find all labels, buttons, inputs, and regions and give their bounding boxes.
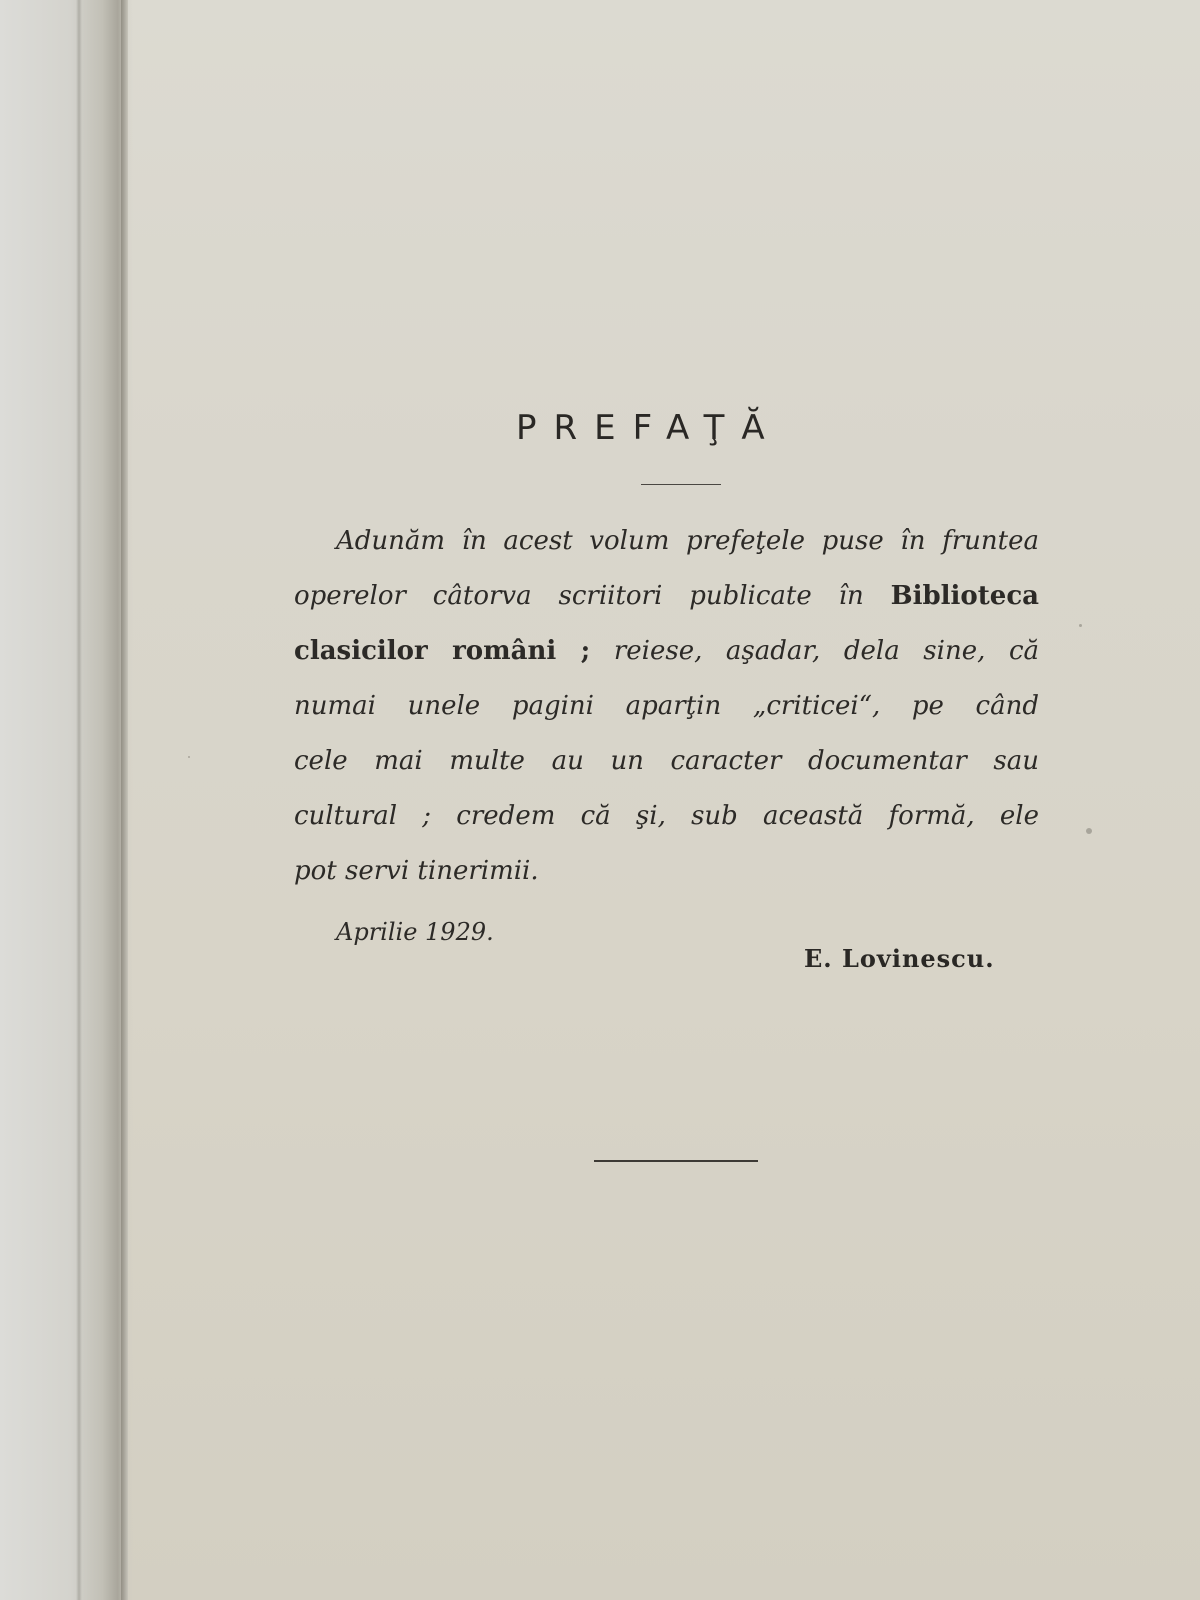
paragraph-line-italic: operelor câtorva scriitori publicate în xyxy=(294,581,891,611)
author-signature: E. Lovinescu. xyxy=(804,944,995,973)
preface-date: Aprilie 1929. xyxy=(336,918,494,946)
paragraph-line: cultural ; credem că şi, sub această formă, ele xyxy=(294,801,1039,831)
paper-speck xyxy=(188,756,190,758)
paper-speck xyxy=(1086,828,1092,834)
paragraph-line-bold: Biblioteca xyxy=(890,581,1039,611)
paragraph-line: Adunăm în acest volum prefeţele puse în fruntea xyxy=(336,526,1039,556)
preface-paragraph xyxy=(294,514,1039,899)
paragraph-line: numai unele pagini aparţin „criticei“, pe când xyxy=(294,691,1039,721)
page-binding-edge xyxy=(121,0,133,1600)
paragraph-line: cele mai multe au un caracter documentar sau xyxy=(294,746,1039,776)
closing-divider xyxy=(594,1160,758,1162)
paper-speck xyxy=(1079,624,1082,627)
title-divider xyxy=(641,484,721,485)
paragraph-line-bold: clasicilor români ; xyxy=(294,636,591,666)
paragraph-line-italic: reiese, aşadar, dela sine, că xyxy=(590,636,1039,666)
page-title: PREFAŢĂ xyxy=(516,408,782,448)
preface-text-block xyxy=(128,0,1200,1600)
paragraph-line xyxy=(294,624,1039,679)
previous-page-edge xyxy=(0,0,128,1600)
paragraph-line: pot servi tinerimii. xyxy=(294,856,539,886)
book-page xyxy=(128,0,1200,1600)
paragraph-line xyxy=(294,569,1039,624)
page-fold-shadow xyxy=(76,0,82,1600)
